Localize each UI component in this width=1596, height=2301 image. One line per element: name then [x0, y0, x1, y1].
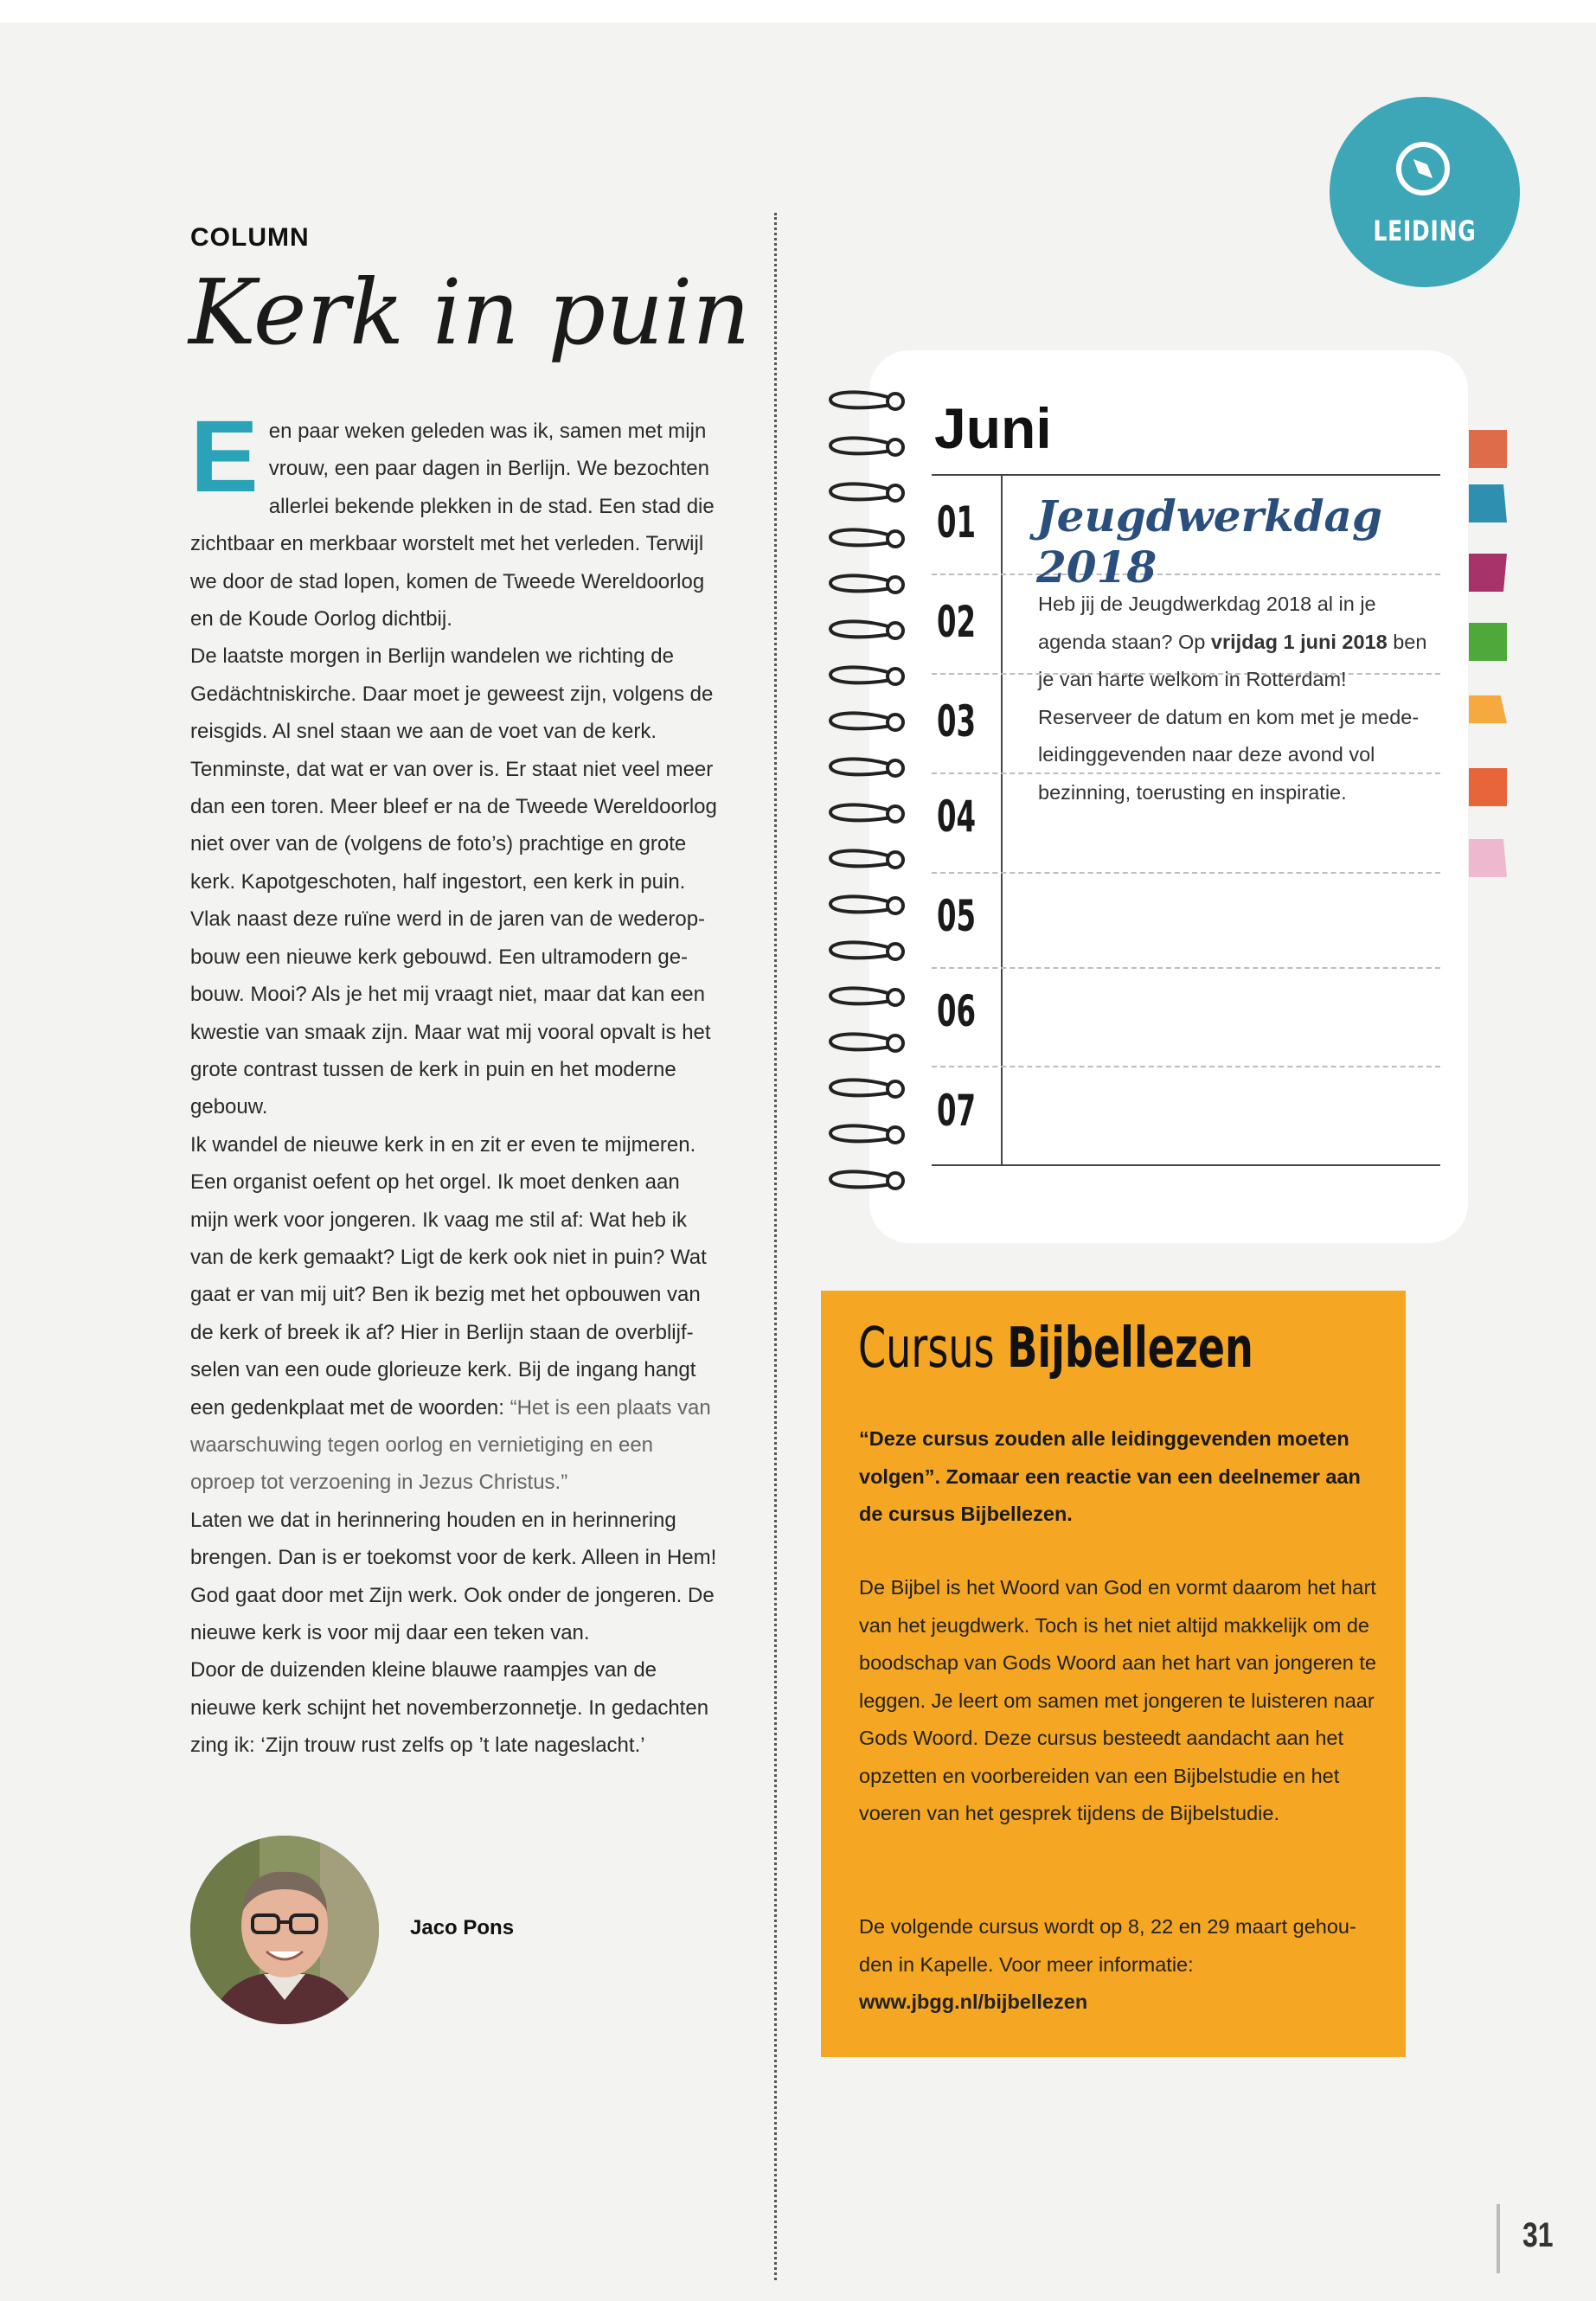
calendar-month: Juni: [934, 396, 1052, 460]
paragraph-4: Ik wandel de nieuwe kerk in en zit er even te mijmeren. Een organist oefent op het orgel. Ik moet denken aan mijn werk voor jongeren. Ik vaag me stil af: Wat heb ik van de kerk gemaakt? Ligt de kerk ook niet in puin? Wat gaat er van mij uit? Ben ik bezig met het opbouwen van de kerk of breek ik af? Hier in Berlijn staan de overblijfselen van een oude glorieuze kerk. Bij de ingang hangt een gedenkplaat met de woorden: “Het is een plaats van waarschuwing tegen oorlog en vernietiging en een oproep tot verzoening in Jezus Christus.”: [190, 1132, 711, 1495]
spiral-ring: [830, 1080, 903, 1097]
paragraph-5: Laten we dat in herinnering houden en in herinnering brengen. Dan is er toekomst voor de kerk. Alleen in Hem! God gaat door met Zijn werk. Ook onder de jongeren. De nieuwe kerk is voor mij daar een teken van.: [190, 1508, 717, 1644]
spiral-ring: [830, 1125, 903, 1143]
page-number: 31: [1522, 2216, 1554, 2254]
spiral-ring: [830, 1171, 903, 1189]
calendar-day: 02: [937, 597, 977, 647]
calendar-bottom-line: [932, 1164, 1440, 1166]
spiral-ring: [830, 942, 903, 959]
spiral-ring: [830, 438, 903, 455]
page-number-bar: [1497, 2204, 1500, 2273]
memorial-quote: “Het is een plaats van waarschuwing tegen oorlog en vernietiging en een oproep tot verzoening in Jezus Christus.”: [190, 1395, 711, 1495]
course-link[interactable]: www.jbgg.nl/bijbellezen: [859, 1990, 1088, 2013]
section-label: COLUMN: [190, 223, 310, 252]
spiral-ring: [830, 529, 903, 547]
spiral-ring: [830, 1034, 903, 1051]
calendar-row-divider: [932, 872, 1440, 874]
spiral-ring: [830, 759, 903, 776]
top-band: [0, 0, 1596, 22]
spiral-ring: [830, 392, 903, 409]
color-tab: [1469, 839, 1507, 877]
calendar-card: [869, 350, 1468, 1243]
calendar-vertical-line: [1001, 474, 1003, 1166]
calendar-header-line: [932, 474, 1440, 476]
calendar-day: 07: [937, 1086, 977, 1136]
color-tab: [1469, 690, 1507, 728]
compass-icon: [1394, 140, 1452, 197]
notebook-spiral: [826, 381, 913, 1211]
author-avatar: [190, 1836, 379, 2024]
calendar-day: 05: [937, 891, 977, 941]
spiral-ring: [830, 667, 903, 684]
color-tab: [1469, 623, 1507, 661]
drop-cap: E: [190, 400, 259, 514]
course-body: De Bijbel is het Woord van God en vormt daarom het hart van het jeugdwerk. Toch is het niet altijd makkelijk om de boodschap van Gods Woord aan het hart van jongeren te leggen. Je leert om samen met jongeren te luisteren naar Gods Woord. Deze cursus besteedt aandacht aan het opzetten en voorbereiden van een Bijbelstudie en het voeren van het gesprek tijdens de Bijbelstudie.: [859, 1576, 1376, 1824]
event-title: Jeugdwerkdag 2018: [1036, 490, 1382, 593]
author-name: Jaco Pons: [410, 1916, 515, 1939]
spiral-ring: [830, 713, 903, 730]
course-title: Cursus Bijbellezen: [858, 1317, 1253, 1381]
spiral-ring: [830, 804, 903, 822]
paragraph-2: De laatste morgen in Berlijn wandelen we richting de Gedächtniskirche. Daar moet je geweest zijn, volgens de reisgids. Al snel staan we aan de voet van de kerk. Tenminste, dat wat er van over is. Er staat niet veel meer dan een toren. Meer bleef er na de Tweede Wereldoorlog niet over van de (volgens de foto’s) prachtige en grote kerk. Kapotgeschoten, half ingestort, een kerk in puin.: [190, 644, 717, 894]
color-tab: [1469, 484, 1507, 522]
spiral-ring: [830, 988, 903, 1005]
calendar-day: 06: [937, 986, 977, 1036]
calendar-row-divider: [932, 1066, 1440, 1067]
spiral-ring: [830, 484, 903, 501]
spiral-ring: [830, 850, 903, 868]
calendar-day: 01: [937, 497, 977, 548]
spiral-ring: [830, 621, 903, 638]
column-body: [190, 400, 718, 1765]
course-lead: “Deze cursus zouden alle leidinggevenden moeten volgen”. Zomaar een reactie van een deelnemer aan de cursus Bijbellezen.: [859, 1427, 1361, 1525]
spiral-ring: [830, 896, 903, 913]
category-badge: [1330, 97, 1520, 287]
color-tab: [1469, 554, 1507, 592]
page-title: Kerk in puin: [189, 260, 751, 365]
calendar-day: 04: [937, 792, 977, 842]
color-tab: [1469, 430, 1507, 468]
paragraph-1: Een paar weken geleden was ik, samen met mijn vrouw, een paar dagen in Berlijn. We bezochten allerlei bekende plekken in de stad. Een stad die zichtbaar en merkbaar worstelt met het verleden. Terwijl we door de stad lopen, komen de Tweede Wereldoorlog en de Koude Oorlog dichtbij.: [190, 400, 715, 631]
course-info: De volgende cursus wordt op 8, 22 en 29 maart gehouden in Kapelle. Voor meer informatie: www.jbgg.nl/bijbellezen: [859, 1915, 1356, 2013]
column-divider: [774, 213, 777, 2280]
calendar-day: 03: [937, 696, 977, 747]
event-description: Heb jij de Jeugdwerkdag 2018 al in je agenda staan? Op vrijdag 1 juni 2018 ben je van harte welkom in Rotterdam! Reserveer de datum en kom met je mede-leidinggevenden naar deze avond vol bezinning, toerusting en inspiratie.: [1038, 593, 1427, 804]
color-tab: [1469, 768, 1507, 806]
spiral-ring: [830, 575, 903, 593]
paragraph-3: Vlak naast deze ruïne werd in de jaren van de wederopbouw een nieuwe kerk gebouwd. Een ultramodern gebouw. Mooi? Als je het mij vraagt niet, maar dat kan een kwestie van smaak zijn. Maar wat mij vooral opvalt is het grote contrast tussen de kerk in puin en het moderne gebouw.: [190, 907, 711, 1119]
calendar-row-divider: [932, 967, 1440, 969]
badge-label: LEIDING: [1373, 215, 1477, 247]
event-date: vrijdag 1 juni 2018: [1210, 630, 1388, 653]
paragraph-6: Door de duizenden kleine blauwe raampjes van de nieuwe kerk schijnt het novemberzonnetje. In gedachten zing ik: ‘Zijn trouw rust zelfs op ’t late nageslacht.’: [190, 1658, 709, 1758]
course-box: [821, 1291, 1406, 2057]
